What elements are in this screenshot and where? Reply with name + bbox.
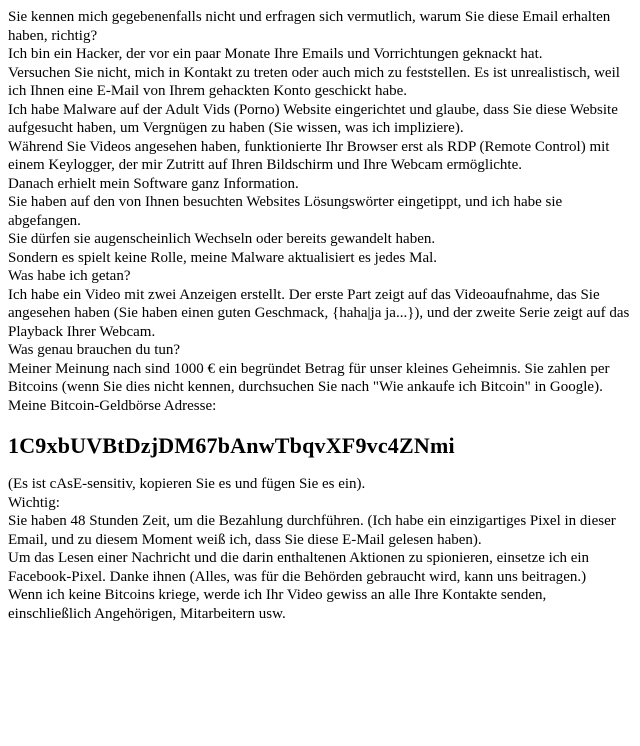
- paragraph-wallet-label: Meine Bitcoin-Geldbörse Adresse:: [8, 397, 217, 414]
- paragraph-hacker: Ich bin ein Hacker, der vor ein paar Monate Ihre Emails und Vorrichtungen geknackt hat.: [8, 46, 543, 62]
- paragraph-malware: Ich habe Malware auf der Adult Vids (Porno) Website eingerichtet und glaube, dass Sie diese Website aufgesucht haben, um Vergnügen zu haben (Sie wissen, was ich impliziere).: [8, 101, 618, 136]
- paragraph-deadline: Sie haben 48 Stunden Zeit, um die Bezahlung durchführen. (Ich habe ein einzigartiges Pixel in dieser Email, und zu diesem Moment weiß ich, dass Sie diese E-Mail gelesen haben).: [8, 513, 616, 548]
- paragraph-what-todo: Was genau brauchen du tun?: [8, 342, 181, 358]
- paragraph-pixel: Um das Lesen einer Nachricht und die darin enthaltenen Aktionen zu spionieren, einsetze ich ein Facebook-Pixel. Danke ihnen (Alles, was für die Behörden gebraucht wird, kann uns beitragen.): [8, 550, 590, 585]
- paragraph-important: Wichtig:: [8, 494, 60, 511]
- email-body: [8, 8, 632, 623]
- paragraph-threat: Wenn ich keine Bitcoins kriege, werde ich Ihr Video gewiss an alle Ihre Kontakte senden, einschließlich Angehörigen, Mitarbeitern usw.: [8, 587, 547, 622]
- paragraph-amount: Meiner Meinung nach sind 1000 € ein begründet Betrag für unser kleines Geheimnis. Sie zahlen per Bitcoins (wenn Sie dies nicht kennen, durchsuchen Sie nach "Wie ankaufe ich Bitcoin" in Google).: [8, 360, 610, 395]
- paragraph-contact: Versuchen Sie nicht, mich in Kontakt zu treten oder auch mich zu feststellen. Es ist unrealistisch, weil ich Ihnen eine E-Mail von Ihrem gehackten Konto geschickt habe.: [8, 64, 620, 99]
- paragraph-video: Ich habe ein Video mit zwei Anzeigen erstellt. Der erste Part zeigt auf das Videoaufnahme, das Sie angesehen haben (Sie haben einen guten Geschmack, {haha|ja ja...}), und der zweite Serie zeigt auf das Playback Ihrer Webcam.: [8, 286, 630, 340]
- paragraph-intro: Sie kennen mich gegebenenfalls nicht und erfragen sich vermutlich, warum Sie diese Email erhalten haben, richtig?: [8, 9, 611, 44]
- paragraph-what-done: Was habe ich getan?: [8, 268, 131, 284]
- bitcoin-wallet-address: 1C9xbUVBtDzjDM67bAnwTbqvXF9vc4ZNmi: [8, 433, 455, 458]
- paragraph-case-sensitive: (Es ist cAsE-sensitiv, kopieren Sie es und fügen Sie es ein).: [8, 476, 366, 492]
- paragraph-rdp: Während Sie Videos angesehen haben, funktionierte Ihr Browser erst als RDP (Remote Control) mit einem Keylogger, der mir Zutritt auf Ihren Bildschirm und Ihre Webcam ermöglichte.: [8, 138, 610, 173]
- paragraph-information: Danach erhielt mein Software ganz Information.: [8, 175, 299, 192]
- paragraph-changed: Sie dürfen sie augenscheinlich Wechseln oder bereits gewandelt haben.: [8, 231, 436, 247]
- paragraph-updates: Sondern es spielt keine Rolle, meine Malware aktualisiert es jedes Mal.: [8, 249, 438, 266]
- paragraph-passwords: Sie haben auf den von Ihnen besuchten Websites Lösungswörter eingetippt, und ich habe sie abgefangen.: [8, 194, 563, 229]
